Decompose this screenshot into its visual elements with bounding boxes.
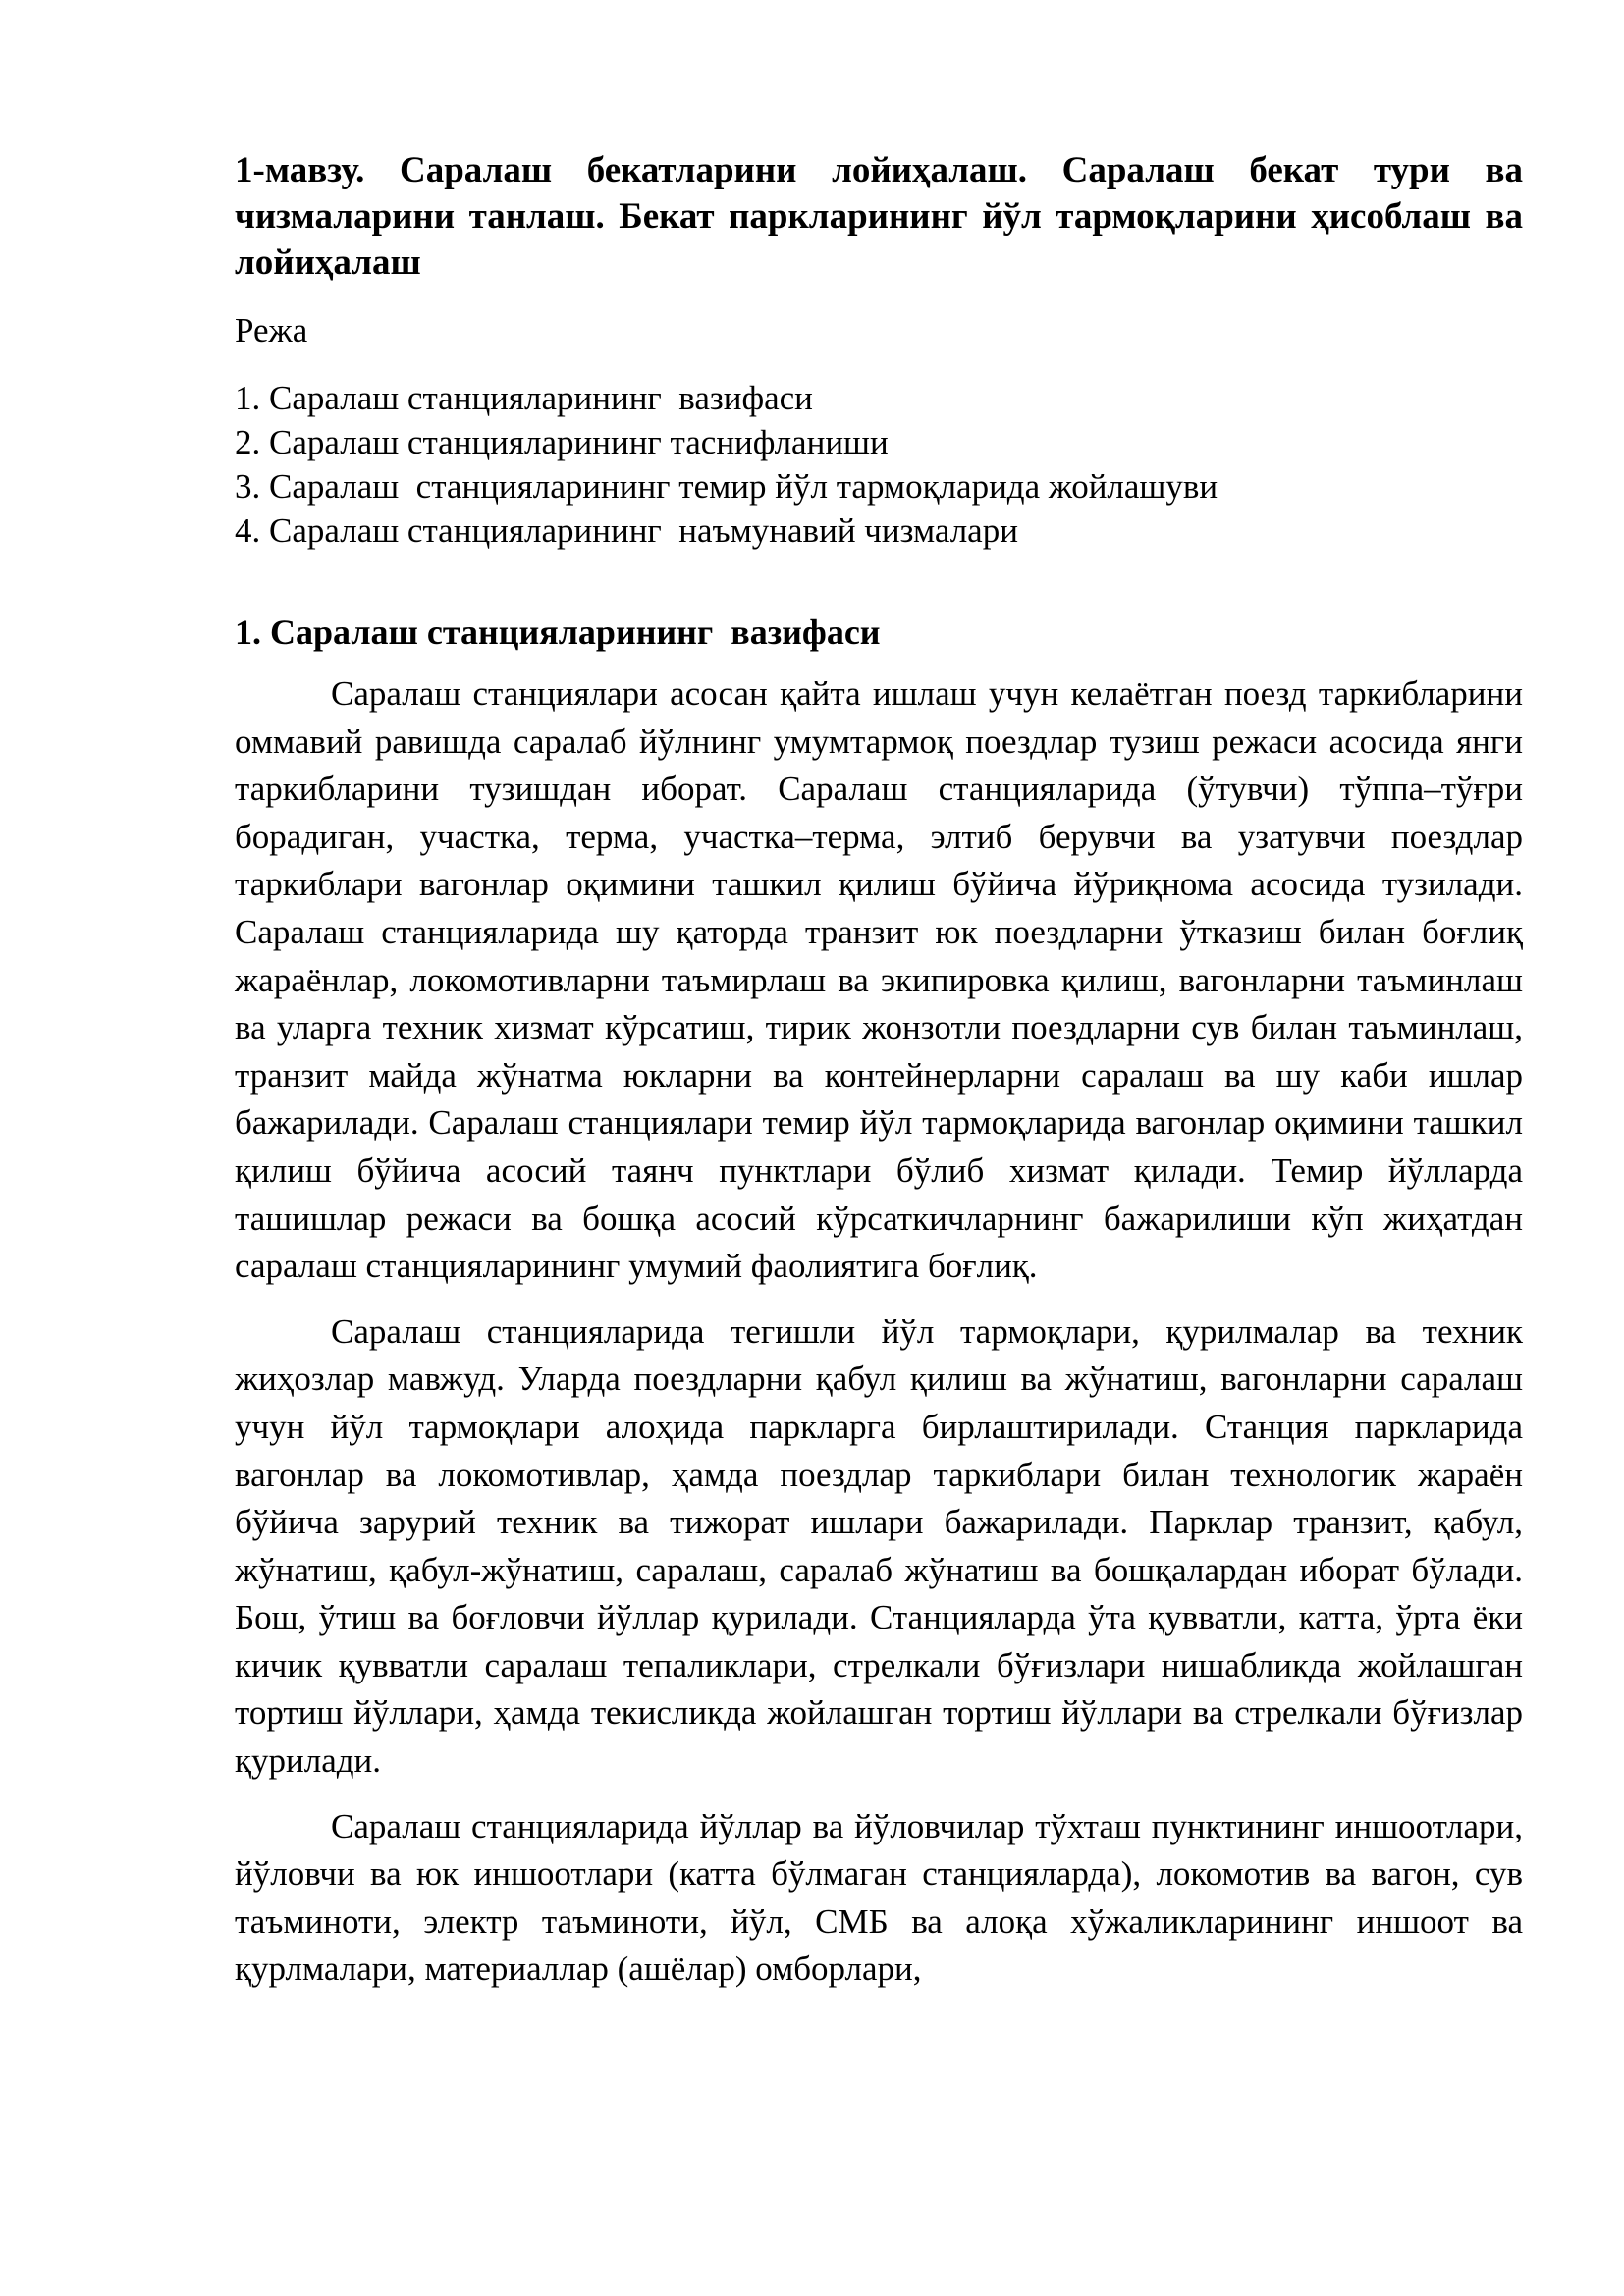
document-title: 1-мавзу. Саралаш бекатларини лойиҳалаш. Саралаш бекат тури ва чизмаларини танлаш. Бекат паркларининг йўл тармоқларини ҳисоблаш ва лойиҳалаш bbox=[235, 150, 1523, 283]
body-paragraph: Саралаш станцияларида йўллар ва йўловчилар тўхташ пунктининг иншоотлари, йўловчи ва юк иншоотлари (катта бўлмаган станцияларда), локомотив ва вагон, сув таъминоти, электр таъминоти, йўл, СМБ ва алоқа хўжаликларининг иншоот ва қурлмалари, материаллар (ашёлар) омборлари, bbox=[235, 1806, 1523, 1989]
document-page bbox=[235, 147, 1523, 2011]
plan-item: 2. Саралаш станцияларининг таснифланиши bbox=[235, 423, 889, 461]
plan-item: 3. Саралаш станцияларининг темир йўл тармоқларида жойлашуви bbox=[235, 467, 1218, 506]
body-paragraph: Саралаш станциялари асосан қайта ишлаш учун келаётган поезд таркибларини оммавий равишда саралаб йўлнинг умумтармоқ поездлар тузиш режаси асосида янги таркибларини тузишдан иборат. Саралаш станцияларида (ўтувчи) тўппа–тўғри борадиган, участка, терма, участка–терма, элтиб берувчи ва узатувчи поездлар таркиблари вагонлар оқимини ташкил қилиш бўйича йўриқнома асосида тузилади. Саралаш станцияларида шу қаторда транзит юк поездларни ўтказиш билан боғлиқ жараёнлар, локомотивларни таъмирлаш ва экипировка қилиш, вагонларни таъминлаш ва уларга техник хизмат кўрсатиш, тирик жонзотли поездларни сув билан таъминлаш, транзит майда жўнатма юкларни ва контейнерларни саралаш ва шу каби ишлар бажарилади. Саралаш станциялари темир йўл тармоқларида вагонлар оқимини ташкил қилиш бўйича асосий таянч пунктлари бўлиб хизмат қилади. Темир йўлларда ташишлар режаси ва бошқа асосий кўрсаткичларнинг бажарилиши кўп жиҳатдан саралаш станцияларининг умумий фаолиятига боғлиқ. bbox=[235, 674, 1523, 1286]
plan-list bbox=[235, 376, 1523, 553]
plan-item: 4. Саралаш станцияларининг наъмунавий чизмалари bbox=[235, 511, 1018, 550]
section-heading: 1. Саралаш станцияларининг вазифаси bbox=[235, 613, 881, 652]
plan-label: Режа bbox=[235, 311, 308, 349]
plan-item: 1. Саралаш станцияларининг вазифаси bbox=[235, 379, 813, 417]
body-paragraph: Саралаш станцияларида тегишли йўл тармоқлари, қурилмалар ва техник жиҳозлар мавжуд. Уларда поездларни қабул қилиш ва жўнатиш, вагонларни саралаш учун йўл тармоқлари алоҳида паркларга бирлаштирилади. Станция паркларида вагонлар ва локомотивлар, ҳамда поездлар таркиблари билан технологик жараён бўйича зарурий техник ва тижорат ишлари бажарилади. Парклар транзит, қабул, жўнатиш, қабул-жўнатиш, саралаш, саралаб жўнатиш ва бошқалардан иборат бўлади. Бош, ўтиш ва боғловчи йўллар қурилади. Станцияларда ўта қувватли, катта, ўрта ёки кичик қувватли саралаш тепаликлари, стрелкали бўғизлари нишабликда жойлашган тортиш йўллари, ҳамда текисликда жойлашган тортиш йўллари ва стрелкали бўғизлар қурилади. bbox=[235, 1311, 1523, 1781]
